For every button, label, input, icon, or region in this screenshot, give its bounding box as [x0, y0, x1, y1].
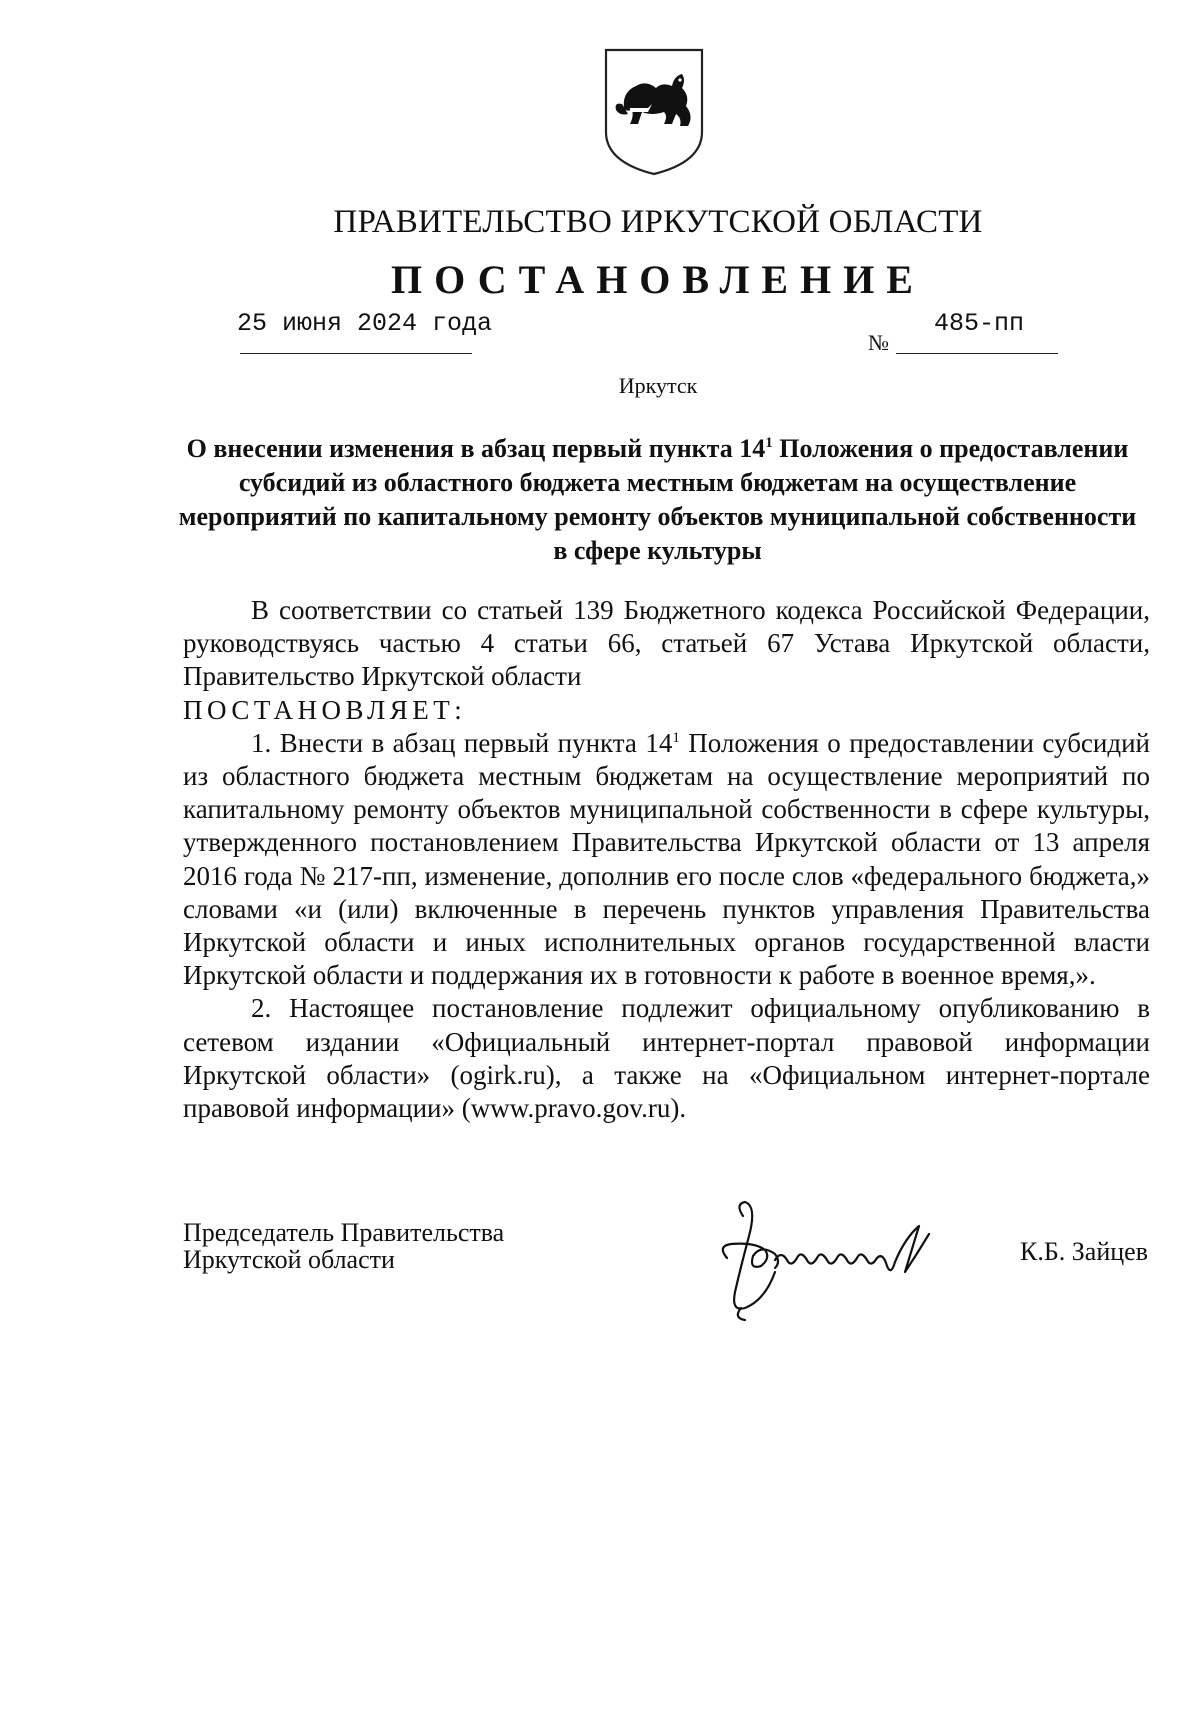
item-1-superscript: 1	[672, 729, 680, 746]
heading-part1: О внесении изменения в абзац первый пункта 14	[186, 434, 766, 463]
number-field	[896, 309, 1058, 354]
city: Иркутск	[618, 373, 698, 398]
item-2-paragraph: 2. Настоящее постановление подлежит официальному опубликованию в сетевом издании «Официальный интернет-портал правовой информации Иркутской области» (ogirk.ru), а также на «Официальном интернет-портале правовой информации» (www.pravo.gov.ru).	[183, 993, 1150, 1124]
document-type: ПОСТАНОВЛЕНИЕ	[391, 257, 925, 302]
item-1-part1: 1. Внести в абзац первый пункта 14	[251, 727, 673, 758]
document-body	[183, 594, 1150, 1125]
item-1-part2: Положения о предоставлении субсидий из областного бюджета местным бюджетам на осуществление мероприятий по капитальному ремонту объектов муниципальной собственности в сфере культуры, утвержденного постановлением Правительства Иркутской области от 13 апреля 2016 года № 217-пп, изменение, дополнив его после слов «федерального бюджета,» словами «и (или) включенные в перечень пунктов управления Правительства Иркутской области и иных исполнительных органов государственной власти Иркутской области и поддержания их в готовности к работе в военное время,».	[183, 727, 1150, 991]
signatory-position-line1: Председатель Правительства	[183, 1218, 505, 1247]
coat-of-arms-icon	[602, 46, 706, 178]
document-heading	[175, 432, 1140, 568]
resolves-word: ПОСТАНОВЛЯЕТ:	[183, 694, 467, 725]
handwritten-signature-icon	[705, 1196, 950, 1326]
date-field	[237, 309, 493, 354]
government-name: ПРАВИТЕЛЬСТВО ИРКУТСКОЙ ОБЛАСТИ	[333, 204, 983, 240]
preamble-paragraph: В соответствии со статьей 139 Бюджетного кодекса Российской Федерации, руководствуясь частью 4 статьи 66, статьей 67 Устава Иркутской области, Правительство Иркутской области	[183, 595, 1150, 692]
signatory-position	[183, 1219, 504, 1273]
document-date: 25 июня 2024 года	[237, 309, 493, 338]
item-1-paragraph	[183, 727, 1150, 993]
document-number: 485-пп	[934, 309, 1025, 338]
heading-superscript: 1	[765, 435, 773, 451]
signatory-name: К.Б. Зайцев	[1020, 1237, 1148, 1266]
number-sign: №	[868, 330, 889, 355]
signatory-position-line2: Иркутской области	[183, 1245, 395, 1274]
heading-part2: Положения о предоставлении субсидий из областного бюджета местным бюджетам на осуществление мероприятий по капитальному ремонту объектов муниципальной собственности в сфере культуры	[178, 434, 1137, 565]
